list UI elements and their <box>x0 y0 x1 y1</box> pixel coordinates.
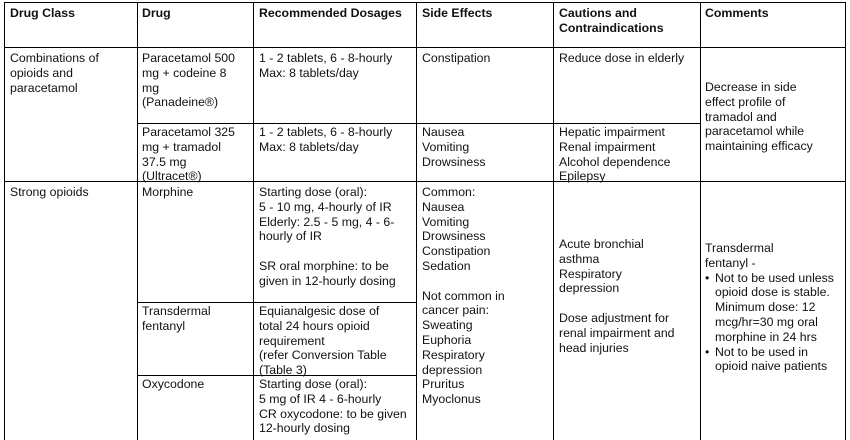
text-line: 1 - 2 tablets, 6 - 8-hourly <box>259 125 393 139</box>
text-line: Constipation <box>422 244 491 259</box>
strong-comments <box>705 241 834 374</box>
text-line: asthma <box>559 251 600 266</box>
text-line: requirement <box>259 333 325 348</box>
text-line: Equianalgesic dose of <box>259 304 380 318</box>
strong-dose-fentanyl <box>259 304 387 378</box>
combo-side-panadeine: Constipation <box>422 51 491 65</box>
text-line: morphine in 24 hrs <box>715 329 817 344</box>
text-line: Myoclonus <box>422 392 481 407</box>
text-line: mcg/hr=30 mg oral <box>715 314 818 329</box>
text-line: hourly of IR <box>259 229 322 244</box>
combo-class <box>10 51 99 95</box>
combo-comment <box>705 80 813 154</box>
text-line: Alcohol dependence <box>559 154 671 169</box>
text-line: (Table 3) <box>259 363 307 378</box>
text-line: Dose adjustment for <box>559 310 670 325</box>
text-line: Respiratory <box>559 266 622 281</box>
text-line: cancer pain: <box>422 303 489 318</box>
text-line: Epilepsy <box>559 169 606 184</box>
text-line: Max: 8 tablets/day <box>259 139 359 154</box>
text-line: Elderly: 2.5 - 5 mg, 4 - 6- <box>259 214 395 229</box>
header-comments: Comments <box>705 6 769 20</box>
comment-bullet-stable <box>705 271 834 345</box>
text-line: • Not to be used unless <box>715 270 834 285</box>
text-line: Hepatic impairment <box>559 125 665 139</box>
combo-drug-ultracet <box>142 125 235 184</box>
combo-dose-ultracet <box>259 125 392 155</box>
text-line: 5 mg of IR 4 - 6-hourly <box>259 391 382 406</box>
text-line: depression <box>559 281 620 296</box>
text-line: Vomiting <box>422 214 470 229</box>
header-divider <box>4 47 846 48</box>
row-divider-combo <box>137 123 700 124</box>
header-cautions-line2: Contraindications <box>559 20 664 35</box>
col-divider-1 <box>137 2 138 440</box>
text-line: paracetamol while <box>705 124 805 139</box>
text-line: Not common in <box>422 288 505 303</box>
spacer <box>259 244 396 259</box>
text-line: Max: 8 tablets/day <box>259 65 359 80</box>
text-line: Drowsiness <box>422 229 486 244</box>
header-cautions-line1: Cautions and <box>559 6 637 20</box>
strong-cautions <box>559 237 675 355</box>
col-divider-3 <box>416 2 417 440</box>
text-line: Transdermal <box>705 241 774 255</box>
spacer <box>559 296 675 311</box>
combo-side-ultracet <box>422 125 486 169</box>
text-line: 1 - 2 tablets, 6 - 8-hourly <box>259 51 393 65</box>
text-line: fentanyl - <box>705 255 756 270</box>
header-dosages: Recommended Dosages <box>259 6 402 20</box>
text-line: 12-hourly dosing <box>259 421 350 436</box>
spacer <box>422 274 505 289</box>
header-drug: Drug <box>142 6 171 20</box>
header-side-effects: Side Effects <box>422 6 493 20</box>
combo-caution-ultracet <box>559 125 670 184</box>
text-line: (Ultracet®) <box>142 169 202 184</box>
text-line: effect profile of <box>705 94 786 109</box>
strong-drug-oxycodone: Oxycodone <box>142 377 205 391</box>
text-line: Common: <box>422 185 476 199</box>
text-line: Paracetamol 325 <box>142 125 235 139</box>
header-cautions <box>559 6 664 36</box>
text-line: (refer Conversion Table <box>259 348 387 363</box>
strong-dose-oxycodone <box>259 377 407 436</box>
text-line: renal impairment and <box>559 325 675 340</box>
col-border-left <box>4 2 5 440</box>
col-divider-2 <box>253 2 254 440</box>
strong-class: Strong opioids <box>10 185 89 199</box>
text-line: Starting dose (oral): <box>259 185 367 199</box>
text-line: Nausea <box>422 125 465 139</box>
combo-dose-panadeine <box>259 51 392 81</box>
text-line: mg + tramadol <box>142 139 221 154</box>
text-line: tramadol and <box>705 109 777 124</box>
text-line: CR oxycodone: to be given <box>259 406 407 421</box>
text-line: Pruritus <box>422 377 465 392</box>
text-line: mg <box>142 80 160 95</box>
text-line: opioid naive patients <box>715 359 828 374</box>
strong-side-effects <box>422 185 505 407</box>
text-line: SR oral morphine: to be <box>259 258 389 273</box>
strong-drug-morphine: Morphine <box>142 185 194 199</box>
text-line: Acute bronchial <box>559 237 644 251</box>
row-divider-fentanyl <box>137 302 416 303</box>
text-line: Minimum dose: 12 <box>715 300 816 315</box>
text-line: given in 12-hourly dosing <box>259 273 396 288</box>
text-line: Sedation <box>422 258 471 273</box>
col-divider-4 <box>553 2 554 440</box>
combo-drug-panadeine <box>142 51 235 110</box>
text-line: depression <box>422 362 483 377</box>
text-line: head injuries <box>559 340 629 355</box>
header-drug-class: Drug Class <box>10 6 75 20</box>
text-line: Nausea <box>422 199 465 214</box>
col-border-right <box>845 2 846 440</box>
comment-bullet-naive <box>705 345 834 375</box>
table-border-top <box>4 2 846 3</box>
text-line: (Panadeine®) <box>142 95 219 110</box>
strong-dose-morphine <box>259 185 396 289</box>
combo-caution-panadeine: Reduce dose in elderly <box>559 51 685 65</box>
text-line: opioids and <box>10 65 73 80</box>
text-line: Respiratory <box>422 347 485 362</box>
row-divider-strong <box>4 181 846 182</box>
text-line: total 24 hours opioid <box>259 318 370 333</box>
text-line: 37.5 mg <box>142 154 187 169</box>
text-line: Starting dose (oral): <box>259 377 367 391</box>
text-line: 5 - 10 mg, 4-hourly of IR <box>259 199 392 214</box>
text-line: Sweating <box>422 318 473 333</box>
text-line: Paracetamol 500 <box>142 51 235 65</box>
text-line: Renal impairment <box>559 139 656 154</box>
text-line: opioid dose is stable. <box>715 285 830 300</box>
text-line: Transdermal <box>142 304 211 318</box>
text-line: Combinations of <box>10 51 99 65</box>
text-line: paracetamol <box>10 80 78 95</box>
strong-drug-fentanyl <box>142 304 211 334</box>
text-line: Decrease in side <box>705 80 797 94</box>
text-line: fentanyl <box>142 318 186 333</box>
text-line: Euphoria <box>422 332 472 347</box>
text-line: • Not to be used in <box>715 344 808 359</box>
text-line: mg + codeine 8 <box>142 65 227 80</box>
text-line: Vomiting <box>422 139 470 154</box>
text-line: maintaining efficacy <box>705 139 813 154</box>
text-line: Drowsiness <box>422 154 486 169</box>
col-divider-5 <box>700 2 701 440</box>
